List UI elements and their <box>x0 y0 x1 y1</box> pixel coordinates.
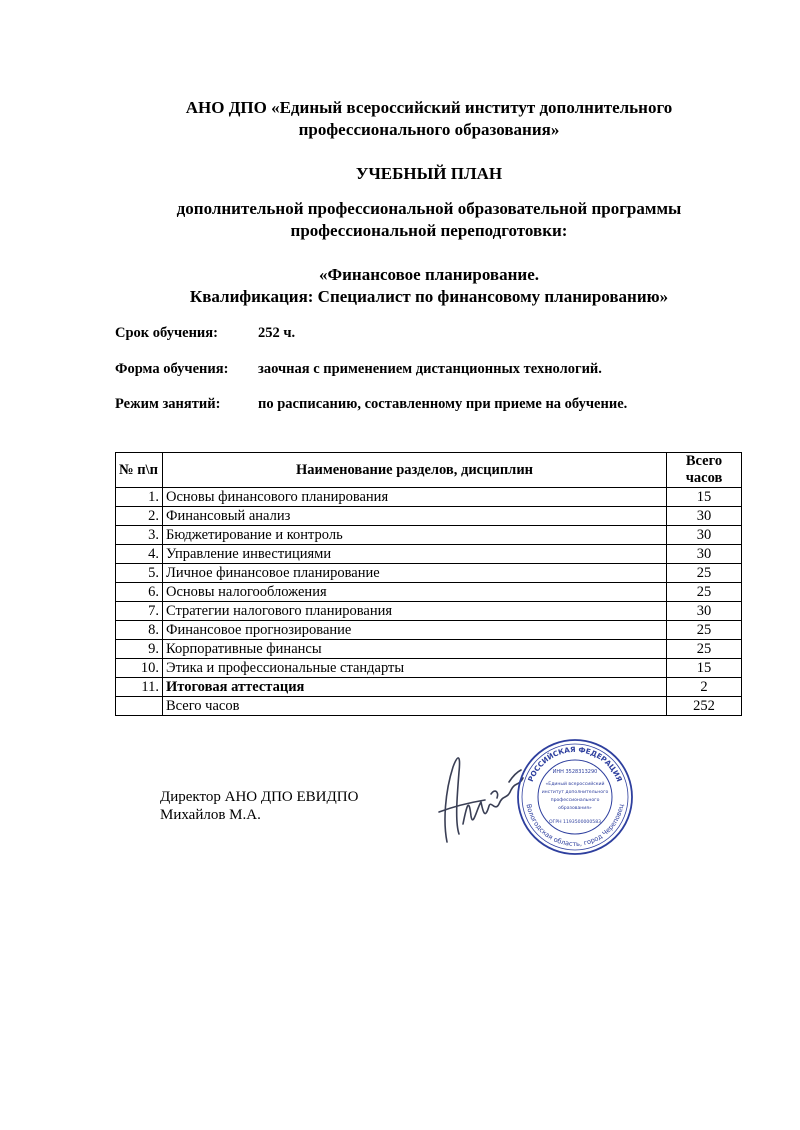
duration-label: Срок обучения: <box>115 325 218 341</box>
row-number: 5. <box>116 564 163 583</box>
row-discipline: Управление инвестициями <box>163 545 667 564</box>
row-number: 7. <box>116 602 163 621</box>
hours-header-line-2: часов <box>685 470 723 486</box>
row-number: 2. <box>116 507 163 526</box>
table-row <box>116 564 742 583</box>
stamp-inner-2: институт дополнительного <box>541 790 609 795</box>
stamp-ogrn: ОГРН 1193500000583 <box>548 820 602 825</box>
organization-stamp <box>516 738 634 856</box>
row-discipline: Финансовый анализ <box>163 507 667 526</box>
stamp-inner-3: профессионального <box>550 798 600 803</box>
row-discipline: Финансовое прогнозирование <box>163 621 667 640</box>
table-row <box>116 507 742 526</box>
column-header-number: № п\п <box>116 453 163 488</box>
stamp-inner-1: «Единый всероссийский <box>545 782 605 787</box>
row-discipline: Основы налогообложения <box>163 583 667 602</box>
table-row <box>116 488 742 507</box>
table-row <box>116 602 742 621</box>
table-row <box>116 526 742 545</box>
signatory-name: Михайлов М.А. <box>160 807 261 823</box>
organization-line-2: профессионального образования» <box>298 120 560 139</box>
row-discipline: Этика и профессиональные стандарты <box>163 659 667 678</box>
row-hours: 30 <box>667 526 742 545</box>
stamp-inner-4: образования» <box>558 806 592 811</box>
subtitle-line-2: профессиональной переподготовки: <box>290 221 568 240</box>
row-number: 10. <box>116 659 163 678</box>
row-hours: 25 <box>667 583 742 602</box>
document-title-text: УЧЕБНЫЙ ПЛАН <box>355 164 503 183</box>
column-header-name: Наименование разделов, дисциплин <box>163 453 667 488</box>
row-number: 3. <box>116 526 163 545</box>
table-total-row <box>116 697 742 716</box>
row-discipline: Бюджетирование и контроль <box>163 526 667 545</box>
stamp-inn: ИНН 3528313290 <box>552 769 598 775</box>
stamp-outer-bottom-text: Вологодская область, город Череповец <box>524 803 626 849</box>
form-row <box>115 361 602 378</box>
row-number: 6. <box>116 583 163 602</box>
row-hours: 30 <box>667 602 742 621</box>
table-row <box>116 621 742 640</box>
table-row <box>116 640 742 659</box>
document-title <box>0 163 800 185</box>
duration-value: 252 ч. <box>258 325 296 341</box>
total-number <box>116 697 163 716</box>
signatory-title: Директор АНО ДПО ЕВИДПО <box>160 789 359 805</box>
row-discipline: Стратегии налогового планирования <box>163 602 667 621</box>
row-hours: 25 <box>667 640 742 659</box>
table-row <box>116 583 742 602</box>
subtitle-line-1: дополнительной профессиональной образовательной программы <box>176 199 682 218</box>
row-hours: 15 <box>667 659 742 678</box>
row-number: 9. <box>116 640 163 659</box>
row-hours: 2 <box>667 678 742 697</box>
row-number: 1. <box>116 488 163 507</box>
form-value: заочная с применением дистанционных технологий. <box>258 361 602 377</box>
mode-label: Режим занятий: <box>115 396 221 412</box>
signatory-block <box>160 788 358 824</box>
row-hours: 25 <box>667 564 742 583</box>
row-number: 11. <box>116 678 163 697</box>
row-hours: 25 <box>667 621 742 640</box>
row-hours: 30 <box>667 507 742 526</box>
program-line-2: Квалификация: Специалист по финансовому планированию» <box>189 287 669 306</box>
program-line-1: «Финансовое планирование. <box>319 265 539 284</box>
organization-name <box>0 97 800 141</box>
table-row <box>116 545 742 564</box>
duration-row <box>115 325 295 342</box>
stamp-outer-top-text: РОССИЙСКАЯ ФЕДЕРАЦИЯ <box>525 744 625 784</box>
table-header-row <box>116 453 742 488</box>
hours-header-line-1: Всего <box>685 453 723 469</box>
row-discipline: Личное финансовое планирование <box>163 564 667 583</box>
organization-line-1: АНО ДПО «Единый всероссийский институт дополнительного <box>185 98 673 117</box>
table-row <box>116 678 742 697</box>
mode-row <box>115 396 627 413</box>
row-discipline: Корпоративные финансы <box>163 640 667 659</box>
row-discipline: Основы финансового планирования <box>163 488 667 507</box>
row-number: 4. <box>116 545 163 564</box>
total-label: Всего часов <box>163 697 667 716</box>
row-discipline: Итоговая аттестация <box>163 678 667 697</box>
total-hours: 252 <box>667 697 742 716</box>
form-label: Форма обучения: <box>115 361 229 377</box>
row-hours: 30 <box>667 545 742 564</box>
table-row <box>116 659 742 678</box>
program-name <box>0 264 800 308</box>
row-hours: 15 <box>667 488 742 507</box>
curriculum-table <box>115 452 742 716</box>
mode-value: по расписанию, составленному при приеме на обучение. <box>258 396 628 412</box>
row-number: 8. <box>116 621 163 640</box>
column-header-hours <box>667 453 742 488</box>
document-subtitle <box>0 198 800 242</box>
